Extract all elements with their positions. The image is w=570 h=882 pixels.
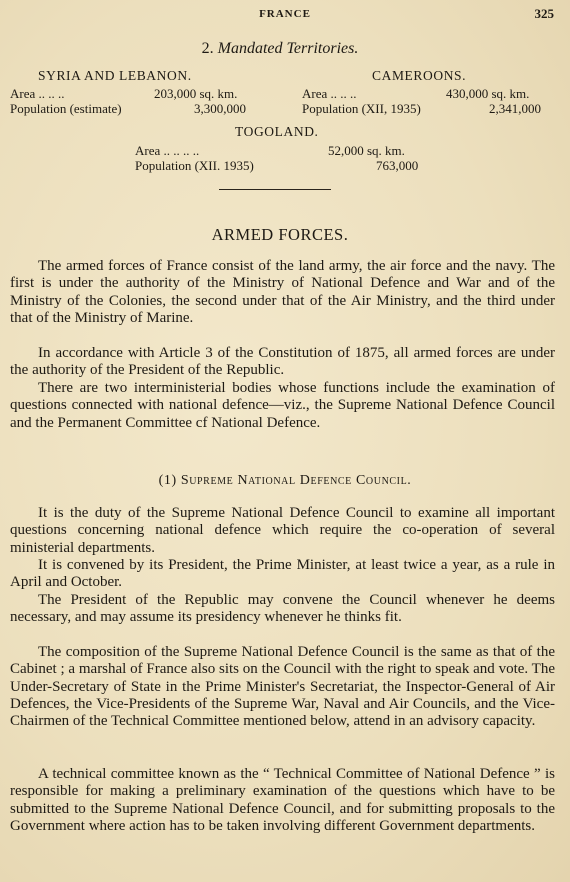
syria-area-value: 203,000 sq. km. xyxy=(154,86,238,101)
council-paragraph-1: It is the duty of the Supreme National Defence Council to examine all important questions concerning national defence which require the co-operation of several ministerial departments. xyxy=(10,505,555,556)
cameroons-pop-label: Population (XII, 1935) xyxy=(302,101,421,116)
cameroons-area-label: Area .. .. .. xyxy=(302,86,357,101)
syria-heading: SYRIA AND LEBANON. xyxy=(38,68,192,83)
togoland-heading: TOGOLAND. xyxy=(235,124,319,139)
cameroons-area-value: 430,000 sq. km. xyxy=(446,86,530,101)
syria-pop-label: Population (estimate) xyxy=(10,101,122,116)
armed-forces-heading: ARMED FORCES. xyxy=(211,225,349,244)
section-title-text: Mandated Territories. xyxy=(217,40,359,57)
running-header: FRANCE xyxy=(259,8,311,20)
armed-forces-paragraph-3: There are two interministerial bodies whose functions include the examination of questions connected with national defence—viz., the Supreme National Defence Council and the Permanent Committee cf National Defence. xyxy=(10,380,555,431)
section-number: 2. xyxy=(201,40,214,57)
council-paragraph-2: It is convened by its President, the Prime Minister, at least twice a year, as a rule in April and October. xyxy=(10,557,555,591)
page-number: 325 xyxy=(534,6,554,21)
togoland-pop-value: 763,000 xyxy=(376,158,419,173)
mandated-territories-title xyxy=(0,40,560,58)
togoland-area-label: Area .. .. .. .. xyxy=(135,143,200,158)
armed-forces-paragraph-2: In accordance with Article 3 of the Constitution of 1875, all armed forces are under the authority of the President of the Republic. xyxy=(10,345,555,379)
cameroons-pop-value: 2,341,000 xyxy=(489,101,541,116)
syria-pop-value: 3,300,000 xyxy=(194,101,246,116)
togoland-pop-label: Population (XII. 1935) xyxy=(135,158,254,173)
council-subheading: (1) Supreme National Defence Council. xyxy=(158,473,412,488)
section-divider xyxy=(219,189,331,190)
cameroons-heading: CAMEROONS. xyxy=(372,68,467,83)
armed-forces-paragraph-1: The armed forces of France consist of the land army, the air force and the navy. The first is under the authority of the Ministry of National Defence and War and of the Ministry of the Colonies, the second under that of the Air Ministry, and the third under that of the Ministry of Marine. xyxy=(10,258,555,326)
council-paragraph-5: A technical committee known as the “ Technical Committee of National Defence ” is responsible for making a preliminary examination of the questions which have to be submitted to the Supreme National Defence Council, and for submitting proposals to the Government where action has to be taken involving different Government departments. xyxy=(10,766,555,834)
syria-area-label: Area .. .. .. xyxy=(10,86,65,101)
council-paragraph-3: The President of the Republic may convene the Council whenever he deems necessary, and may assume its presidency whenever he thinks fit. xyxy=(10,592,555,626)
togoland-area-value: 52,000 sq. km. xyxy=(328,143,405,158)
council-paragraph-4: The composition of the Supreme National Defence Council is the same as that of the Cabinet ; a marshal of France also sits on the Council with the right to speak and vote. The Under-Secretary of State in the Prime Minister's Secretariat, the Inspector-General of Air Defences, the Vice-Presidents of the Supreme War, Naval and Air Councils, and the Vice-Chairmen of the Technical Committee mentioned below, attend in an advisory capacity. xyxy=(10,644,555,730)
